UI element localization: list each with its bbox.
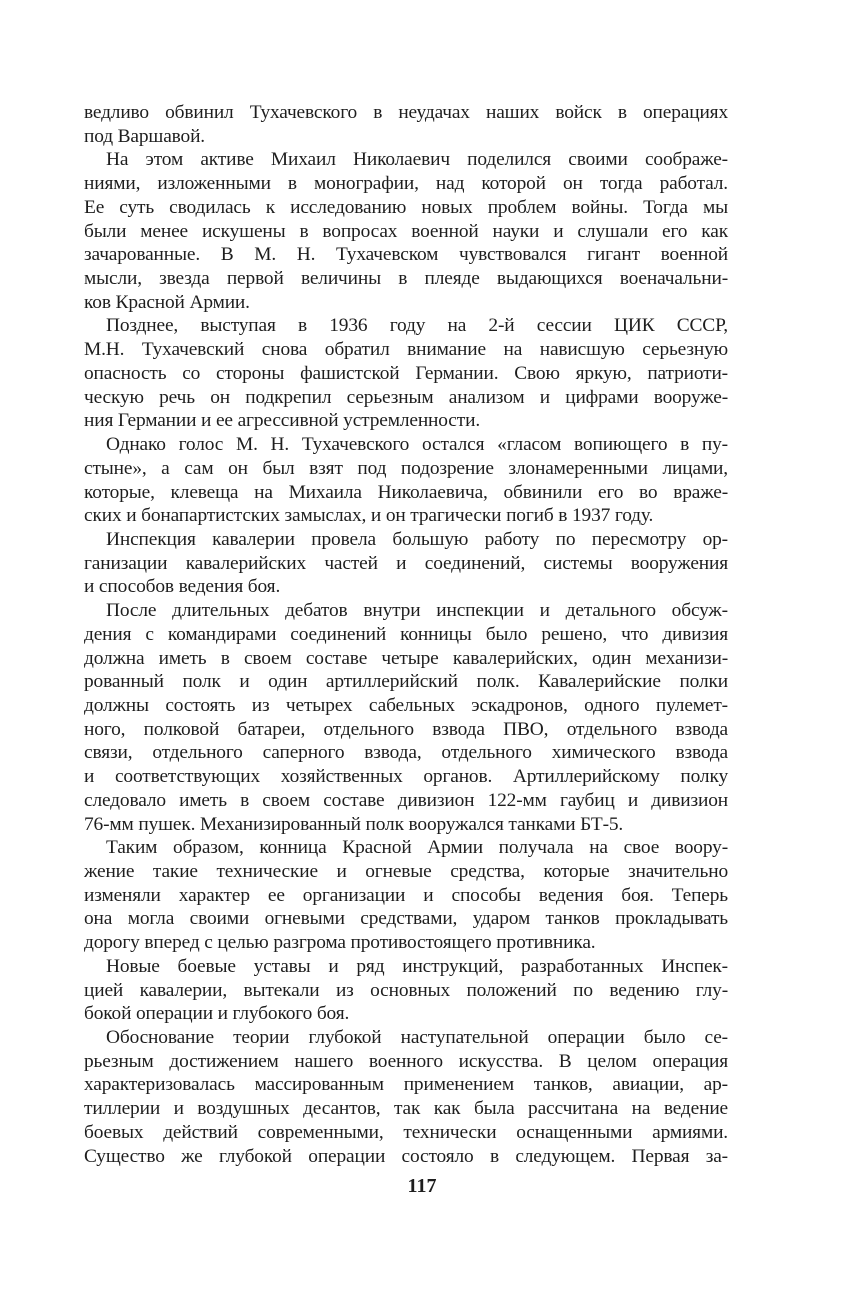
text-line: 76-мм пушек. Механизированный полк вооружался танками БТ-5. xyxy=(84,813,624,835)
text-line: рованный полк и один артиллерийский полк. Кавалерийские полки xyxy=(84,671,728,693)
page-number: 117 xyxy=(407,1175,437,1197)
text-line: должна иметь в своем составе четыре кавалерийских, один механизи- xyxy=(84,647,728,669)
paragraph xyxy=(84,599,728,836)
text-line: После длительных дебатов внутри инспекции и детального обсуж- xyxy=(106,600,728,622)
text-line: она могла своими огневыми средствами, ударом танков прокладывать xyxy=(84,908,728,930)
text-line: которые, клевеща на Михаила Николаевича, обвинили его во враже- xyxy=(84,481,728,503)
text-line: стыне», а сам он был взят под подозрение злонамеренными лицами, xyxy=(84,457,728,479)
text-line: ганизации кавалерийских частей и соединений, системы вооружения xyxy=(84,552,728,574)
text-line: и способов ведения боя. xyxy=(84,576,281,598)
text-line: цией кавалерии, вытекали из основных положений по ведению глу- xyxy=(84,979,728,1001)
text-line: ного, полковой батареи, отдельного взвода ПВО, отдельного взвода xyxy=(84,718,728,740)
text-line: Инспекция кавалерии провела большую работу по пересмотру ор- xyxy=(106,528,728,550)
text-line: ков Красной Армии. xyxy=(84,291,250,313)
text-line: Ее суть сводилась к исследованию новых проблем войны. Тогда мы xyxy=(84,196,728,218)
text-line: На этом активе Михаил Николаевич поделился своими соображе- xyxy=(106,149,728,171)
page-body xyxy=(84,101,728,1168)
text-line: характеризовалась массированным применением танков, авиации, ар- xyxy=(84,1074,728,1096)
text-line: ческую речь он подкрепил серьезным анализом и цифрами вооруже- xyxy=(84,386,728,408)
text-line: под Варшавой. xyxy=(84,125,205,147)
text-line: ниями, изложенными в монографии, над которой он тогда работал. xyxy=(84,173,728,195)
text-line: Новые боевые уставы и ряд инструкций, разработанных Инспек- xyxy=(106,955,728,977)
paragraph xyxy=(84,101,728,148)
text-line: и соответствующих хозяйственных органов. Артиллерийскому полку xyxy=(84,766,728,788)
text-line: боевых действий современными, технически оснащенными армиями. xyxy=(84,1121,728,1143)
text-line: тиллерии и воздушных десантов, так как была рассчитана на ведение xyxy=(84,1098,728,1120)
text-line: рьезным достижением нашего военного искусства. В целом операция xyxy=(84,1050,728,1072)
text-line: были менее искушены в вопросах военной науки и слушали его как xyxy=(84,220,728,242)
paragraph xyxy=(84,836,728,955)
text-line: жение такие технические и огневые средства, которые значительно xyxy=(84,861,728,882)
text-line: мысли, звезда первой величины в плеяде выдающихся военачальни- xyxy=(84,268,728,290)
text-line: следовало иметь в своем составе дивизион 122-мм гаубиц и дивизион xyxy=(84,789,728,811)
text-line: Таким образом, конница Красной Армии получала на свое воору- xyxy=(106,837,728,859)
paragraph xyxy=(84,955,728,1026)
text-line: зачарованные. В М. Н. Тухачевском чувствовался гигант военной xyxy=(84,244,728,266)
text-line: изменяли характер ее организации и способы ведения боя. Теперь xyxy=(84,884,728,906)
paragraph xyxy=(84,528,728,599)
text-line: связи, отдельного саперного взвода, отдельного химического взвода xyxy=(84,742,728,764)
text-line: дения с командирами соединений конницы было решено, что дивизия xyxy=(84,623,728,645)
text-line: Обоснование теории глубокой наступательной операции было се- xyxy=(106,1027,728,1049)
text-line: Позднее, выступая в 1936 году на 2-й сессии ЦИК СССР, xyxy=(106,315,728,337)
text-line: опасность со стороны фашистской Германии. Свою яркую, патриоти- xyxy=(84,362,728,384)
text-line: должны состоять из четырех сабельных эскадронов, одного пулемет- xyxy=(84,694,728,716)
text-line: дорогу вперед с целью разгрома противостоящего противника. xyxy=(84,932,596,954)
paragraph xyxy=(84,148,728,314)
text-line: Существо же глубокой операции состояло в следующем. Первая за- xyxy=(84,1145,728,1167)
text-line: бокой операции и глубокого боя. xyxy=(84,1003,350,1025)
text-line: ведливо обвинил Тухачевского в неудачах наших войск в операциях xyxy=(84,102,728,123)
paragraph xyxy=(84,1026,728,1168)
text-line: М.Н. Тухачевский снова обратил внимание на нависшую серьезную xyxy=(84,339,728,361)
paragraph xyxy=(84,314,728,433)
paragraph xyxy=(84,433,728,528)
text-line: Однако голос М. Н. Тухачевского остался «гласом вопиющего в пу- xyxy=(106,434,728,456)
text-line: ских и бонапартистских замыслах, и он трагически погиб в 1937 году. xyxy=(84,505,654,527)
text-line: ния Германии и ее агрессивной устремленности. xyxy=(84,410,481,432)
